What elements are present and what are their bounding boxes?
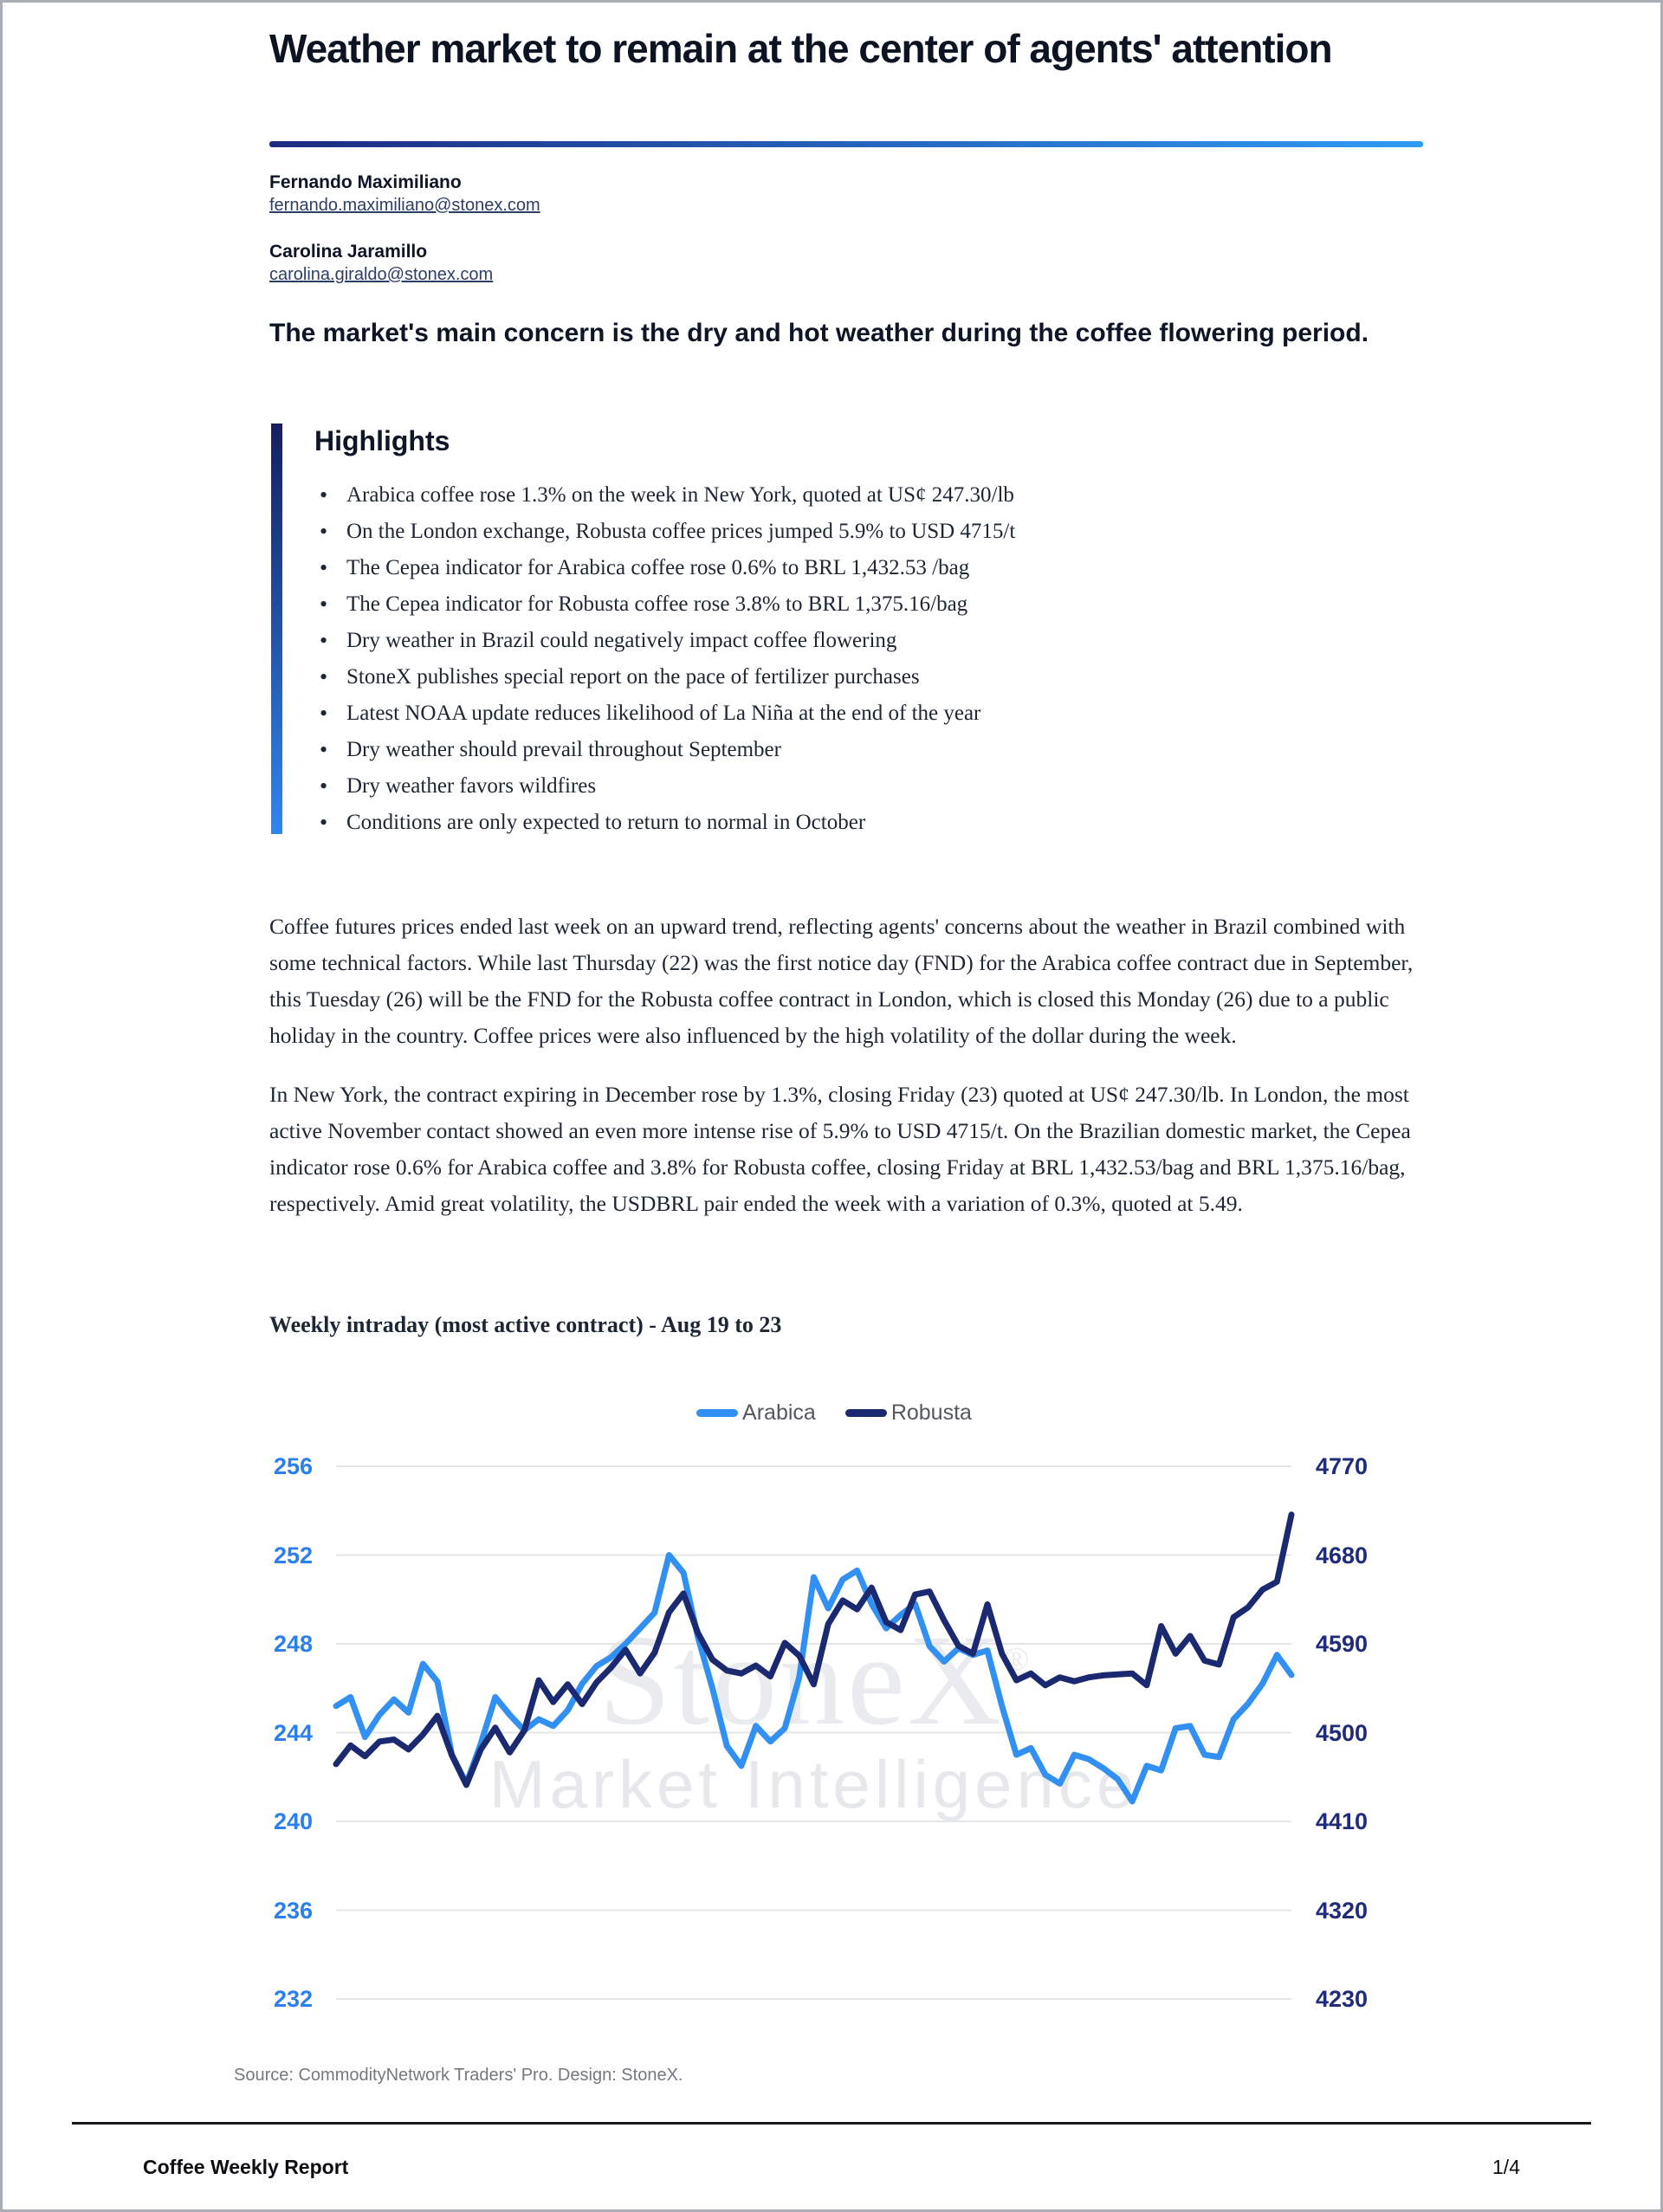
footer-page-number: 1/4	[1492, 2156, 1520, 2178]
left-axis-tick: 256	[273, 1453, 313, 1479]
registered-trademark-icon: ®	[1004, 1641, 1029, 1678]
legend-item-robusta	[845, 1400, 972, 1426]
author-name: Carolina Jaramillo	[269, 242, 428, 262]
left-axis-tick: 236	[273, 1897, 313, 1924]
right-axis-tick: 4410	[1316, 1808, 1369, 1834]
highlight-item: • Dry weather in Brazil could negatively impact coffee flowering	[314, 623, 1015, 659]
left-axis-tick: 240	[273, 1808, 313, 1834]
watermark-brand-text: StoneX®	[599, 1608, 1029, 1752]
highlights-accent-bar	[271, 424, 282, 834]
chart-title: Weekly intraday (most active contract) - Aug 19 to 23	[269, 1312, 782, 1337]
legend-label: Robusta	[890, 1400, 972, 1425]
body-paragraphs	[269, 909, 1439, 1245]
highlight-item: • Latest NOAA update reduces likelihood of La Niña at the end of the year	[314, 695, 1015, 732]
highlights-section	[271, 424, 1423, 838]
right-axis-tick: 4320	[1316, 1897, 1369, 1924]
footer-report-name: Coffee Weekly Report	[143, 2156, 349, 2178]
body-paragraph-2: In New York, the contract expiring in December rose by 1.3%, closing Friday (23) quoted at US¢ 247.30/lb. In London, the most active November contact showed an even more intense rise of 5.9% to USD 4715/t. On the Brazilian domestic market, the Cepea indicator rose 0.6% for Arabica coffee and 3.8% for Robusta coffee, closing Friday at BRL 1,432.53/bag and BRL 1,375.16/bag, respectively. Amid great volatility, the USDBRL pair ended the week with a variation of 0.3%, quoted at 5.49.	[269, 1082, 1411, 1216]
author-1	[269, 171, 540, 217]
author-2	[269, 240, 540, 287]
chart-area	[3, 1432, 1663, 2038]
source-note: Source: CommodityNetwork Traders' Pro. Design: StoneX.	[234, 2066, 683, 2085]
right-axis-tick: 4770	[1316, 1453, 1369, 1479]
lead-paragraph: The market's main concern is the dry and hot weather during the coffee flowering period.	[269, 319, 1369, 347]
authors-block	[269, 171, 540, 309]
author-name: Fernando Maximiliano	[269, 172, 462, 192]
legend-swatch-icon	[845, 1409, 887, 1417]
highlight-item: • On the London exchange, Robusta coffee prices jumped 5.9% to USD 4715/t	[314, 514, 1015, 550]
left-axis-tick: 232	[273, 1986, 313, 2012]
right-axis-tick: 4230	[1316, 1986, 1369, 2012]
body-paragraph-1: Coffee futures prices ended last week on an upward trend, reflecting agents' concerns about the weather in Brazil combined with some technical factors. While last Thursday (22) was the first notice day (FND) for the Arabica coffee contract due in September, this Tuesday (26) will be the FND for the Robusta coffee contract in London, which is closed this Monday (26) due to a public holiday in the country. Coffee prices were also influenced by the high volatility of the dollar during the week.	[269, 914, 1414, 1048]
highlight-item: • Dry weather favors wildfires	[314, 768, 1015, 805]
right-axis-tick: 4680	[1316, 1542, 1369, 1568]
legend-item-arabica	[696, 1400, 816, 1426]
page-title: Weather market to remain at the center of agents' attention	[269, 26, 1332, 71]
author-email-link[interactable]: carolina.giraldo@stonex.com	[269, 265, 494, 284]
right-axis-tick: 4500	[1316, 1719, 1369, 1746]
title-underline-rule	[269, 141, 1423, 147]
left-axis-tick: 252	[273, 1542, 313, 1568]
left-axis-tick: 248	[273, 1631, 313, 1657]
highlights-list	[314, 477, 1015, 841]
highlight-item: • The Cepea indicator for Robusta coffee rose 3.8% to BRL 1,375.16/bag	[314, 586, 1015, 623]
highlight-item: • StoneX publishes special report on the pace of fertilizer purchases	[314, 659, 1015, 695]
footer-divider	[72, 2122, 1591, 2125]
legend-label: Arabica	[742, 1400, 816, 1425]
right-axis-tick: 4590	[1316, 1631, 1369, 1657]
legend-swatch-icon	[696, 1409, 738, 1417]
highlight-item: • The Cepea indicator for Arabica coffee rose 0.6% to BRL 1,432.53 /bag	[314, 550, 1015, 586]
highlights-heading: Highlights	[314, 425, 450, 456]
author-email-link[interactable]: fernando.maximiliano@stonex.com	[269, 196, 540, 215]
highlight-item: • Conditions are only expected to return to normal in October	[314, 805, 1015, 841]
highlight-item: • Arabica coffee rose 1.3% on the week in New York, quoted at US¢ 247.30/lb	[314, 477, 1015, 514]
footer	[143, 2156, 1520, 2179]
highlight-item: • Dry weather should prevail throughout September	[314, 732, 1015, 768]
chart-legend	[3, 1400, 1663, 1426]
watermark-subtitle-text: Market Intelligence	[489, 1746, 1139, 1822]
left-axis-tick: 244	[273, 1719, 313, 1746]
